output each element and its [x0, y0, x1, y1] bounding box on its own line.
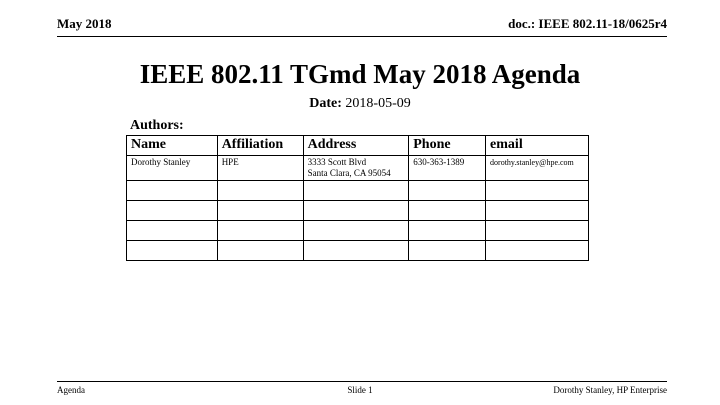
column-header-phone: Phone [409, 136, 486, 156]
column-header-name: Name [127, 136, 218, 156]
date-line [0, 96, 720, 112]
empty-cell [486, 181, 589, 201]
author-name: Dorothy Stanley [127, 156, 218, 181]
footer-divider [57, 381, 667, 382]
empty-cell [409, 181, 486, 201]
empty-cell [486, 241, 589, 261]
footer-slide-number: Slide 1 [347, 385, 373, 395]
empty-cell [303, 181, 409, 201]
column-header-email: email [486, 136, 589, 156]
empty-cell [303, 201, 409, 221]
empty-cell [409, 241, 486, 261]
slide-title: IEEE 802.11 TGmd May 2018 Agenda [139, 59, 581, 89]
empty-cell [217, 241, 303, 261]
author-affiliation: HPE [217, 156, 303, 181]
author-phone: 630-363-1389 [409, 156, 486, 181]
date-value: 2018-05-09 [345, 96, 411, 111]
column-header-address: Address [303, 136, 409, 156]
footer-left: Agenda [57, 385, 85, 395]
date-label: Date: [309, 96, 342, 111]
empty-cell [303, 241, 409, 261]
table-row-empty [127, 221, 589, 241]
column-header-affiliation: Affiliation [217, 136, 303, 156]
header-divider [57, 36, 667, 37]
table-row [127, 156, 589, 181]
author-address [303, 156, 409, 181]
empty-cell [217, 181, 303, 201]
authors-table [126, 135, 589, 261]
authors-label: Authors: [130, 118, 184, 133]
author-email: dorothy.stanley@hpe.com [486, 156, 589, 181]
empty-cell [127, 201, 218, 221]
table-row-empty [127, 241, 589, 261]
empty-cell [486, 201, 589, 221]
header-doc-id: doc.: IEEE 802.11-18/0625r4 [508, 16, 667, 31]
empty-cell [409, 221, 486, 241]
table-header-row [127, 136, 589, 156]
author-address-line2: Santa Clara, CA 95054 [307, 168, 391, 178]
table-row-empty [127, 201, 589, 221]
empty-cell [486, 221, 589, 241]
header-date: May 2018 [57, 16, 112, 31]
table-row-empty [127, 181, 589, 201]
empty-cell [217, 221, 303, 241]
author-address-line1: 3333 Scott Blvd [307, 157, 367, 167]
empty-cell [127, 221, 218, 241]
empty-cell [127, 181, 218, 201]
empty-cell [409, 201, 486, 221]
empty-cell [217, 201, 303, 221]
footer-right: Dorothy Stanley, HP Enterprise [553, 385, 667, 395]
empty-cell [303, 221, 409, 241]
empty-cell [127, 241, 218, 261]
